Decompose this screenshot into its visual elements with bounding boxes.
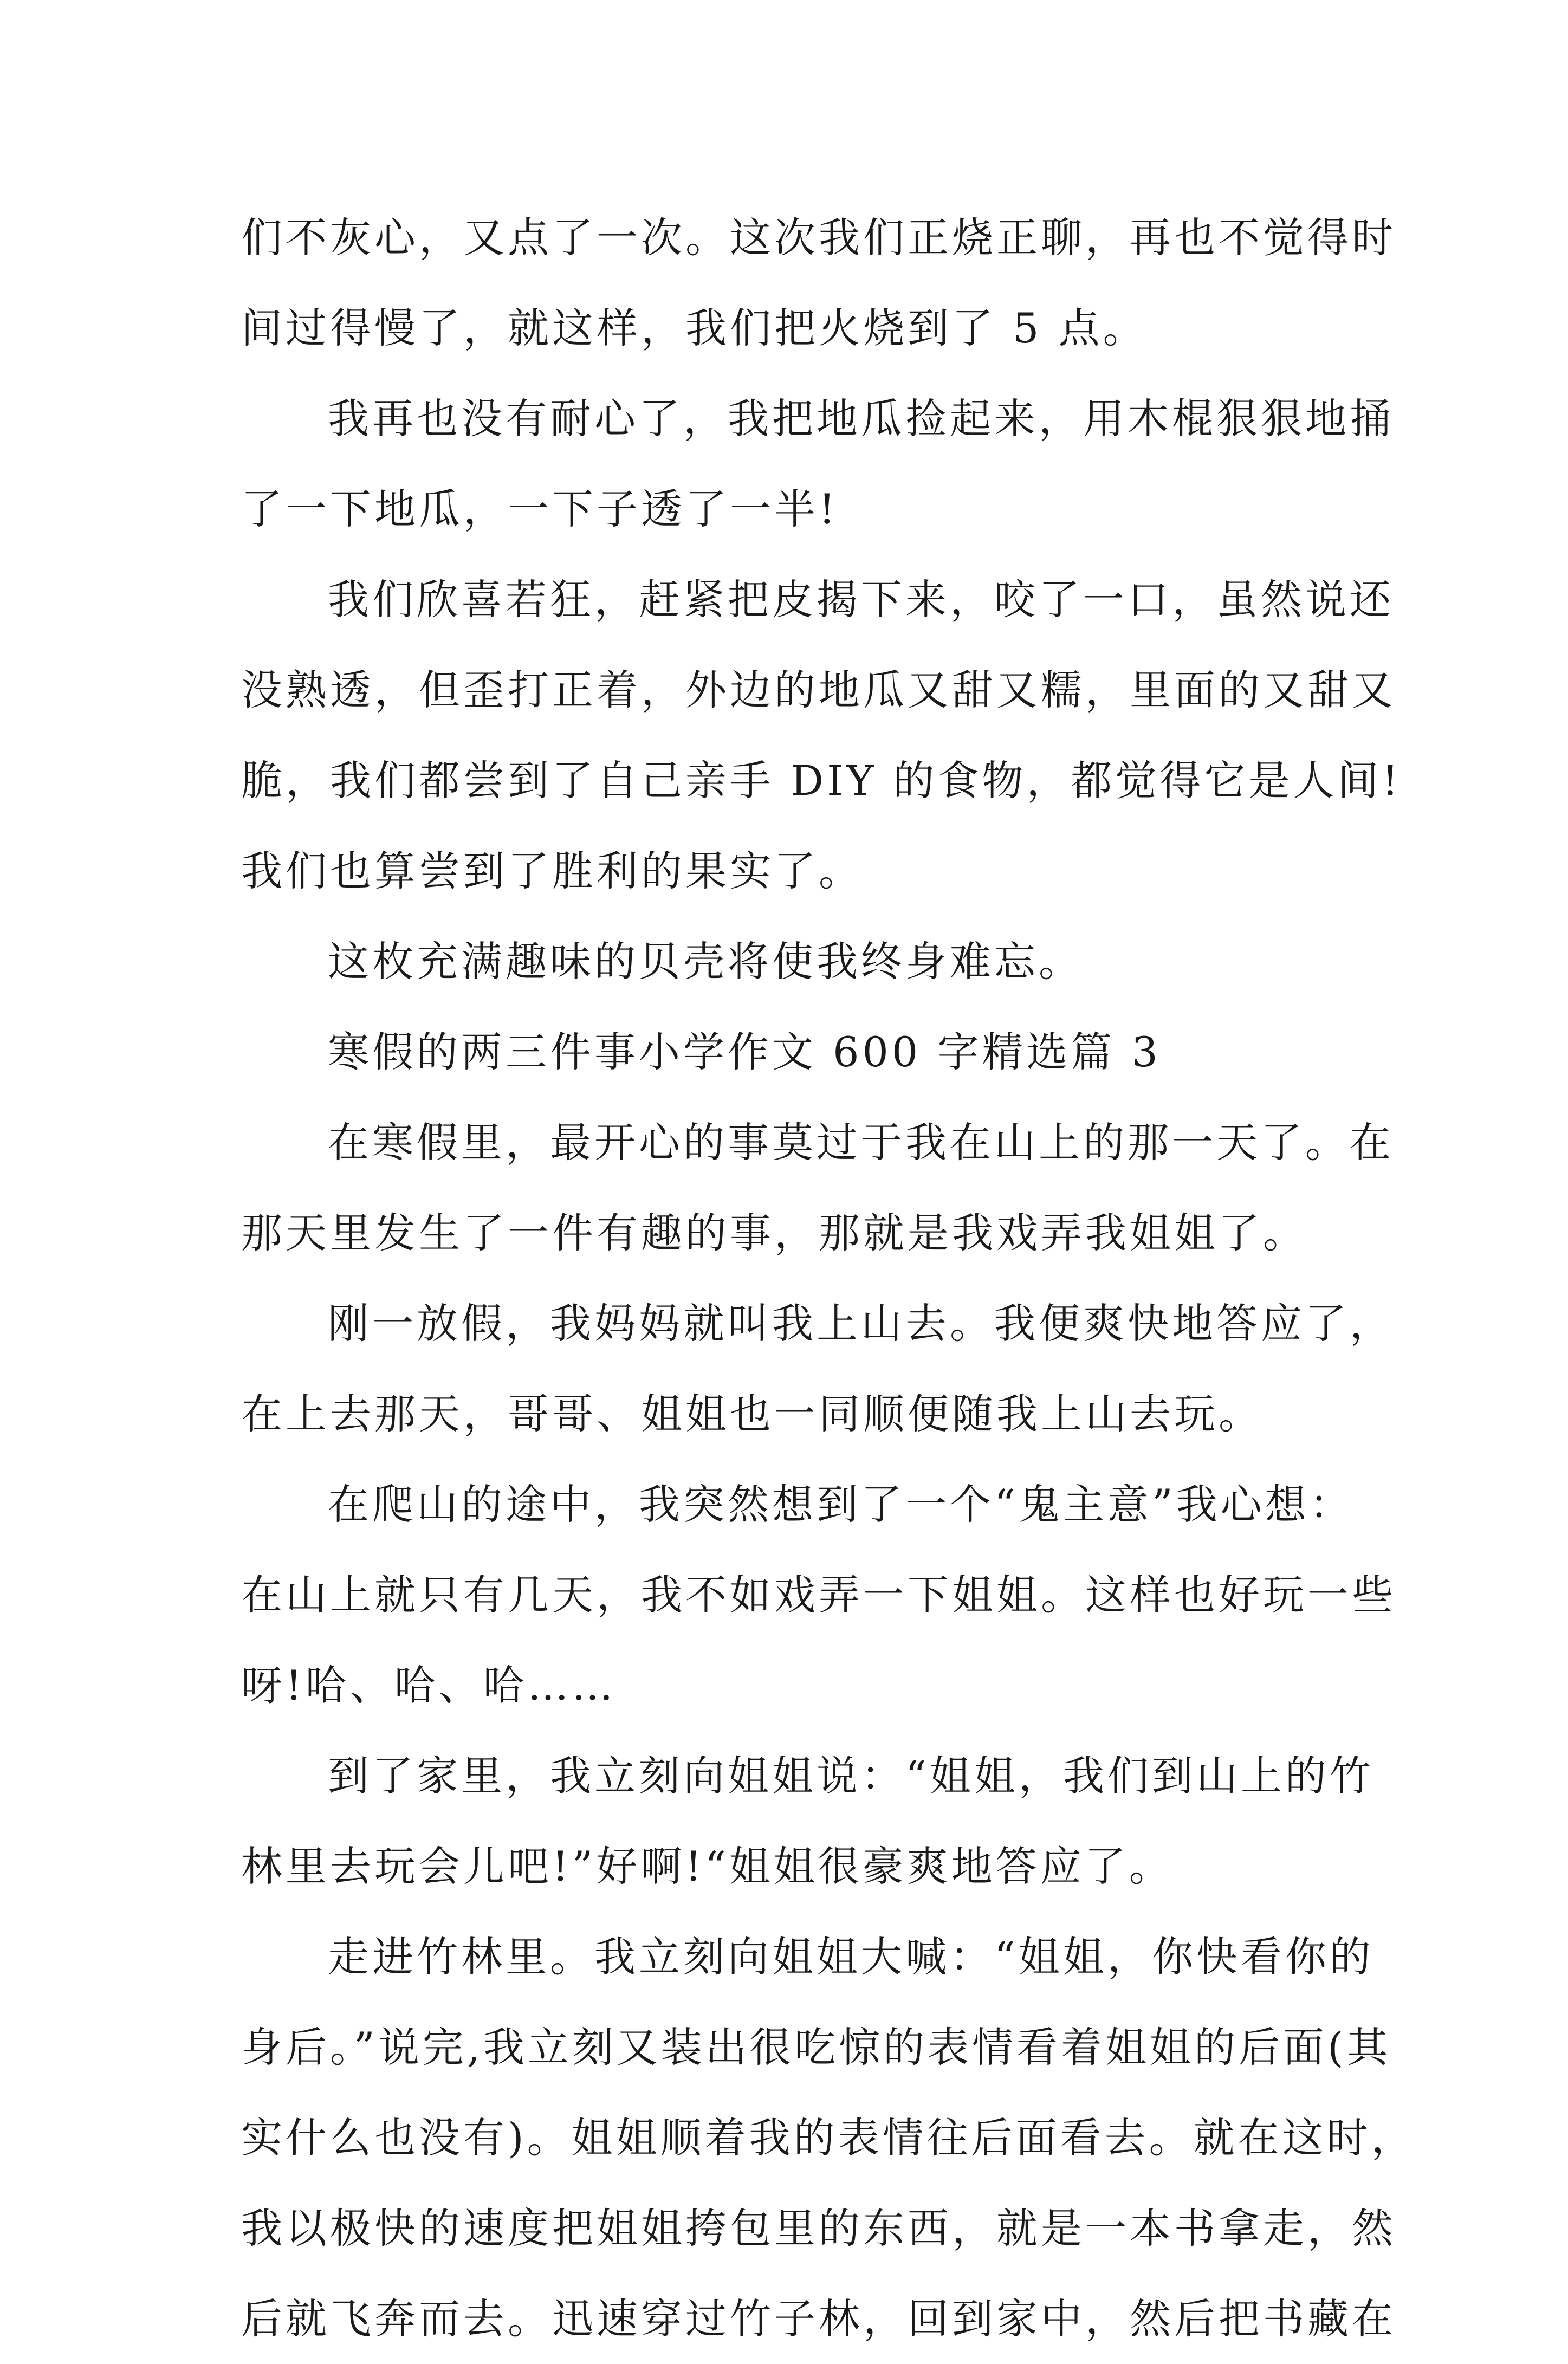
paragraph (241, 1097, 1394, 1278)
text-line: 没熟透，但歪打正着，外边的地瓜又甜又糯，里面的又甜又 (241, 666, 1396, 714)
text-line: 这枚充满趣味的贝壳将使我终身难忘。 (328, 937, 1083, 986)
paragraph (241, 1007, 1341, 1097)
document-body (241, 192, 1416, 2364)
paragraph (241, 1278, 1394, 1459)
text-line: 寒假的两三件事小学作文 600 字精选篇 3 (328, 1028, 1161, 1076)
text-line: 们不灰心，又点了一次。这次我们正烧正聊，再也不觉得时 (241, 213, 1396, 262)
text-line: 到了家里，我立刻向姐姐说：“姐姐，我们到山上的竹 (328, 1752, 1374, 1800)
paragraph (241, 1731, 1374, 1912)
text-line: 间过得慢了，就这样，我们把火烧到了 5 点。 (241, 304, 1148, 352)
text-line: 我们欣喜若狂，赶紧把皮揭下来，咬了一口，虽然说还 (328, 575, 1394, 624)
paragraph (241, 554, 1402, 916)
paragraph (241, 916, 1341, 1007)
paragraph (241, 1459, 1396, 1731)
text-line: 在寒假里，最开心的事莫过于我在山上的那一天了。在 (328, 1118, 1394, 1167)
text-line: 在山上就只有几天，我不如戏弄一下姐姐。这样也好玩一些 (241, 1571, 1396, 1619)
paragraph (241, 1912, 1416, 2364)
text-line: 在上去那天，哥哥、姐姐也一同顺便随我上山去玩。 (241, 1390, 1263, 1438)
text-line: 在爬山的途中，我突然想到了一个“鬼主意”我心想： (328, 1480, 1354, 1528)
text-line: 身后。”说完,我立刻又装出很吃惊的表情看着姐姐的后面(其 (241, 2023, 1391, 2071)
paragraph (241, 192, 1396, 373)
text-line: 脆，我们都尝到了自己亲手 DIY 的食物，都觉得它是人间! (241, 756, 1402, 805)
text-line: 了一下地瓜，一下子透了一半! (241, 485, 839, 533)
text-line: 那天里发生了一件有趣的事，那就是我戏弄我姐姐了。 (241, 1209, 1307, 1257)
text-line: 我再也没有耐心了，我把地瓜捡起来，用木棍狠狠地捅 (328, 394, 1394, 443)
text-line: 实什么也没有)。姐姐顺着我的表情往后面看去。就在这时， (241, 2114, 1416, 2162)
text-line: 我们也算尝到了胜利的果实了。 (241, 847, 863, 895)
text-line: 后就飞奔而去。迅速穿过竹子林，回到家中，然后把书藏在 (241, 2295, 1396, 2343)
text-line: 走进竹林里。我立刻向姐姐大喊：“姐姐，你快看你的 (328, 1933, 1374, 1981)
paragraph (241, 373, 1394, 554)
text-line: 林里去玩会儿吧!”好啊!“姐姐很豪爽地答应了。 (241, 1842, 1174, 1890)
text-line: 刚一放假，我妈妈就叫我上山去。我便爽快地答应了， (328, 1299, 1394, 1348)
text-line: 呀!哈、哈、哈…… (241, 1661, 617, 1709)
text-line: 我以极快的速度把姐姐挎包里的东西，就是一本书拿走，然 (241, 2204, 1396, 2252)
